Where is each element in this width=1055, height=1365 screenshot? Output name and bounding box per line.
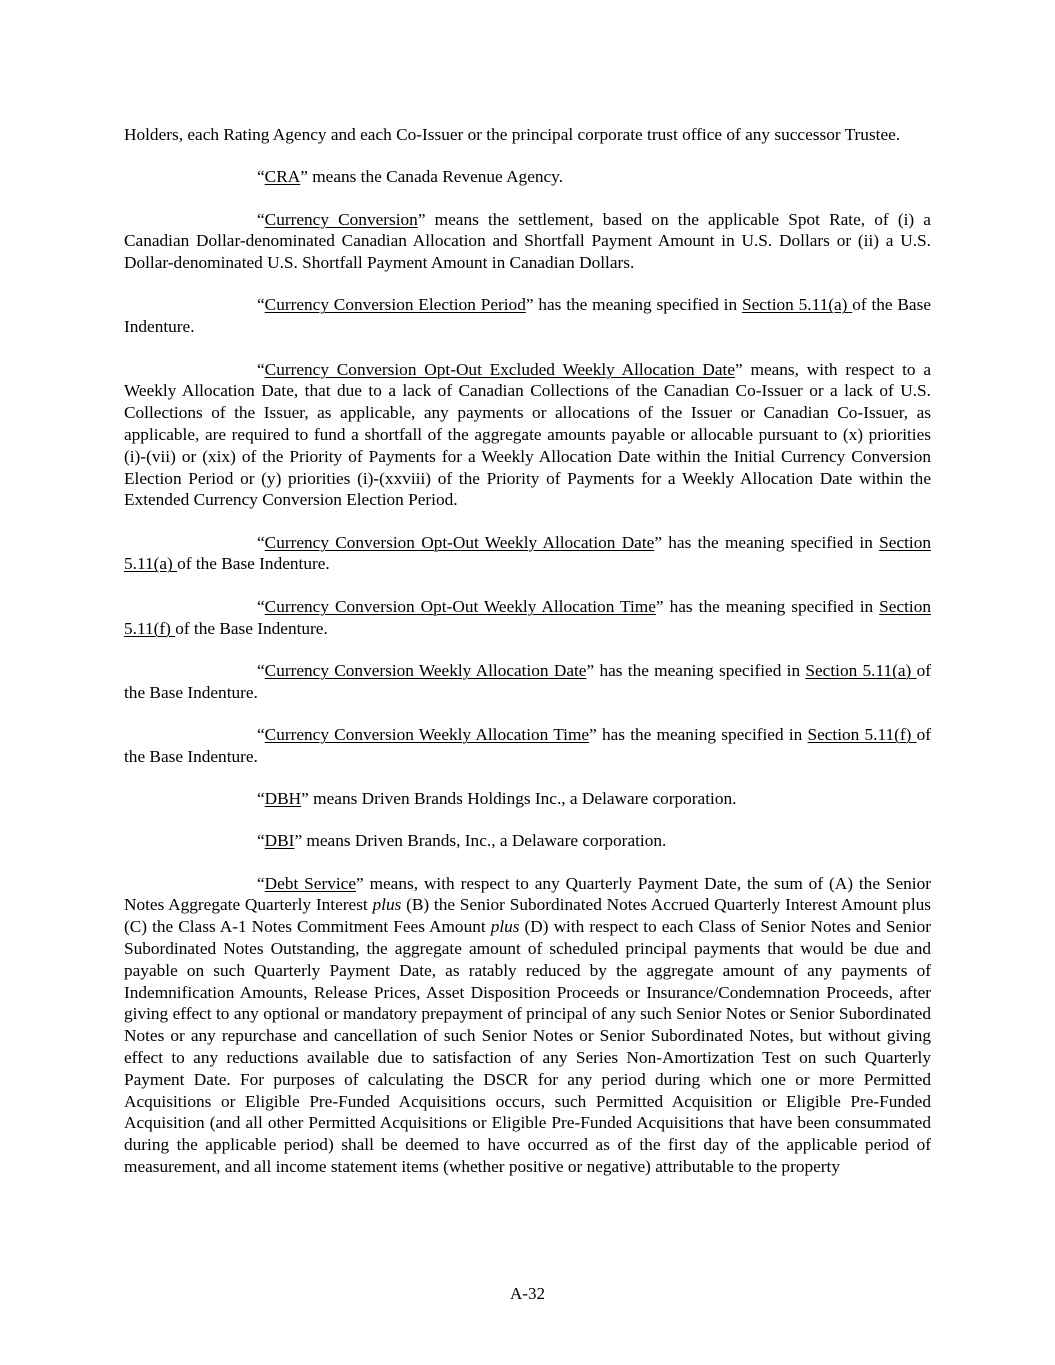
definition-text: ” means Driven Brands, Inc., a Delaware corporation.	[294, 831, 667, 851]
open-quote: “	[257, 167, 265, 187]
italic-plus: plus	[372, 895, 402, 915]
definition-currency-conversion	[124, 209, 931, 274]
definition-weekly-allocation-date	[124, 660, 931, 704]
open-quote: “	[257, 532, 265, 552]
definition-text: ” has the meaning specified in	[654, 532, 880, 552]
defined-term: Debt Service	[264, 873, 356, 893]
definition-cra	[124, 166, 931, 188]
definition-text: ” has the meaning specified in	[655, 596, 880, 616]
defined-term: Currency Conversion	[264, 209, 418, 229]
definition-text: ” means the Canada Revenue Agency.	[300, 167, 564, 187]
definition-opt-out-weekly-allocation-time	[124, 596, 931, 640]
open-quote: “	[257, 295, 265, 315]
definition-debt-service	[124, 873, 931, 1178]
defined-term: CRA	[264, 167, 301, 187]
defined-term: Currency Conversion Opt-Out Weekly Allocation Date	[264, 532, 655, 552]
definition-text: ” means Driven Brands Holdings Inc., a Delaware corporation.	[301, 789, 737, 809]
definition-text: ” has the meaning specified in	[525, 295, 742, 315]
definition-dbh	[124, 788, 931, 810]
open-quote: “	[257, 724, 265, 744]
open-quote: “	[257, 660, 265, 680]
definition-text-3: (D) with respect to each Class of Senior Notes and Senior Subordinated Notes Outstanding, the aggregate amount of scheduled principal payments that would be due and payable on such Quarterly Payment Date, as ratably reduced by the aggregate amount of any payments of Indemnification Amounts, Release Prices, Asset Disposition Proceeds or Insurance/Condemnation Proceeds, after giving effect to any optional or mandatory prepayment of principal of any such Senior Notes or Senior Subordinated Notes or any repurchase and cancellation of such Senior Notes or Senior Subordinated Notes, but without giving effect to any reductions available due to satisfaction of any Series Non-Amortization Test on such Quarterly Payment Date. For purposes of calculating the DSCR for any period during which one or more Permitted Acquisitions or Eligible Pre-Funded Acquisitions occurs, such Permitted Acquisition or Eligible Pre-Funded Acquisition (and all other Permitted Acquisitions or Eligible Pre-Funded Acquisitions that have been consummated during the applicable period) shall be deemed to have occurred as of the first day of the applicable period of measurement, and all income statement items (whether positive or negative) attributable to the property	[124, 917, 931, 1176]
section-reference: Section 5.11(a)	[124, 532, 931, 574]
definition-text-end: of the Base Indenture.	[124, 295, 931, 337]
definition-weekly-allocation-time	[124, 724, 931, 768]
open-quote: “	[257, 596, 265, 616]
definition-opt-out-excluded-weekly-allocation-date	[124, 359, 931, 512]
defined-term: Currency Conversion Election Period	[264, 295, 526, 315]
paragraph-continuation	[124, 124, 931, 146]
definition-text: ” means, with respect to a Weekly Allocation Date, that due to a lack of Canadian Collections of the Canadian Co-Issuer or a lack of U.S. Collections of the Issuer, as applicable, any payments or allocations of the Issuer or Canadian Co-Issuer, as applicable, are required to fund a shortfall of the aggregate amounts payable or allocable pursuant to (x) priorities (i)-(vii) or (xix) of the Priority of Payments for a Weekly Allocation Date within the Initial Currency Conversion Election Period or (y) priorities (i)-(xxviii) of the Priority of Payments for a Weekly Allocation Date within the Extended Currency Conversion Election Period.	[124, 359, 931, 510]
definition-text-end: of the Base Indenture.	[175, 618, 328, 638]
definition-text: ” means, with respect to any Quarterly Payment Date, the sum of (A) the Senior Notes Aggregate Quarterly Interest	[124, 873, 932, 915]
defined-term: Currency Conversion Weekly Allocation Date	[264, 660, 587, 680]
definition-text-end: of the Base Indenture.	[124, 724, 932, 766]
open-quote: “	[257, 831, 265, 851]
definition-text: ” means the settlement, based on the applicable Spot Rate, of (i) a Canadian Dollar-denominated Canadian Allocation and Shortfall Payment Amount in U.S. Dollars or (ii) a U.S. Dollar-denominated U.S. Shortfall Payment Amount in Canadian Dollars.	[124, 209, 931, 273]
definition-currency-conversion-election-period	[124, 294, 931, 338]
definition-dbi	[124, 830, 931, 852]
page-number: A-32	[510, 1284, 545, 1303]
definition-opt-out-weekly-allocation-date	[124, 532, 931, 576]
italic-plus: plus	[490, 917, 520, 937]
section-reference: Section 5.11(a)	[805, 660, 917, 680]
defined-term: Currency Conversion Weekly Allocation Time	[264, 724, 590, 744]
definition-text-end: of the Base Indenture.	[177, 554, 330, 574]
open-quote: “	[257, 789, 265, 809]
defined-term: Currency Conversion Opt-Out Excluded Weekly Allocation Date	[264, 359, 736, 379]
definition-text-end: of the Base Indenture.	[124, 660, 931, 702]
definition-text-2: (B) the Senior Subordinated Notes Accrued Quarterly Interest Amount plus (C) the Class A-1 Notes Commitment Fees Amount	[124, 895, 931, 937]
definition-text: ” has the meaning specified in	[586, 660, 806, 680]
section-reference: Section 5.11(f)	[124, 596, 932, 638]
paragraph-text: Holders, each Rating Agency and each Co-Issuer or the principal corporate trust office of any successor Trustee.	[124, 125, 901, 144]
open-quote: “	[257, 209, 265, 229]
defined-term: Currency Conversion Opt-Out Weekly Allocation Time	[264, 596, 656, 616]
document-body	[124, 124, 931, 1198]
defined-term: DBI	[264, 831, 295, 851]
defined-term: DBH	[264, 789, 302, 809]
section-reference: Section 5.11(f)	[807, 724, 917, 744]
definition-text: ” has the meaning specified in	[589, 724, 808, 744]
open-quote: “	[257, 359, 265, 379]
open-quote: “	[257, 873, 265, 893]
section-reference: Section 5.11(a)	[741, 295, 853, 315]
